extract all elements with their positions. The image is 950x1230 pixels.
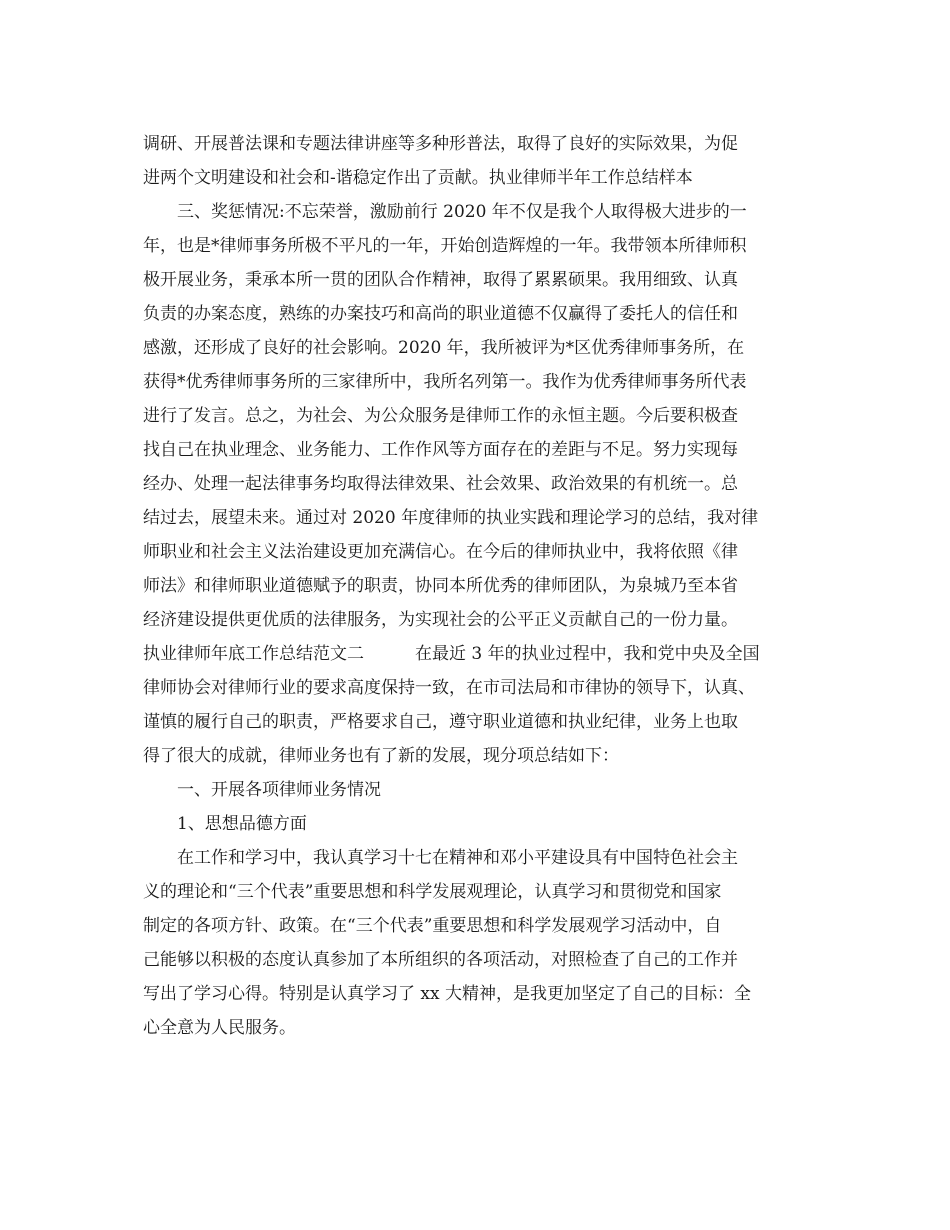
- text-line: 制定的各项方针、政策。在“三个代表”重要思想和科学发展观学习活动中，自: [143, 916, 722, 936]
- text-line: 义的理论和“三个代表”重要思想和科学发展观理论，认真学习和贯彻党和国家: [143, 882, 722, 902]
- text-line: 结过去，展望未来。通过对 2020 年度律师的执业实践和理论学习的总结，我对律: [143, 508, 759, 528]
- text-line: 感激，还形成了良好的社会影响。2020 年，我所被评为*区优秀律师事务所，在: [143, 338, 745, 358]
- text-line: 己能够以积极的态度认真参加了本所组织的各项活动，对照检查了自己的工作并: [143, 950, 738, 970]
- text-line: 获得*优秀律师事务所的三家律所中，我所名列第一。我作为优秀律师事务所代表: [143, 372, 747, 392]
- text-line: 调研、开展普法课和专题法律讲座等多种形普法，取得了良好的实际效果，为促: [143, 134, 738, 154]
- text-line: 年，也是*律师事务所极不平凡的一年，开始创造辉煌的一年。我带领本所律师积: [143, 236, 747, 256]
- text-line: 三、奖惩情况:不忘荣誉，激励前行 2020 年不仅是我个人取得极大进步的一: [143, 202, 747, 222]
- text-line: 进行了发言。总之，为社会、为公众服务是律师工作的永恒主题。今后要积极查: [143, 406, 738, 426]
- text-line: 一、开展各项律师业务情况: [143, 780, 381, 800]
- text-line: 经办、处理一起法律事务均取得法律效果、社会效果、政治效果的有机统一。总: [143, 474, 738, 494]
- text-line: 写出了学习心得。特别是认真学习了 xx 大精神，是我更加坚定了自己的目标：全: [143, 984, 751, 1004]
- text-line: 找自己在执业理念、业务能力、工作作风等方面存在的差距与不足。努力实现每: [143, 440, 738, 460]
- text-line: 在工作和学习中，我认真学习十七在精神和邓小平建设具有中国特色社会主: [143, 848, 738, 868]
- text-line: 进两个文明建设和社会和-谐稳定作出了贡献。执业律师半年工作总结样本: [143, 168, 693, 188]
- text-line: 经济建设提供更优质的法律服务，为实现社会的公平正义贡献自己的一份力量。: [143, 610, 738, 630]
- document-body: [143, 127, 815, 1045]
- text-line: 心全意为人民服务。: [143, 1018, 296, 1038]
- text-line: 极开展业务，秉承本所一贯的团队合作精神，取得了累累硕果。我用细致、认真: [143, 270, 738, 290]
- text-line: 执业律师年底工作总结范文二 在最近 3 年的执业过程中，我和党中央及全国: [143, 644, 760, 664]
- text-line: 得了很大的成就，律师业务也有了新的发展，现分项总结如下：: [143, 746, 619, 766]
- text-line: 谨慎的履行自己的职责，严格要求自己，遵守职业道德和执业纪律，业务上也取: [143, 712, 738, 732]
- text-line: 1、思想品德方面: [143, 814, 307, 834]
- text-line: 师法》和律师职业道德赋予的职责，协同本所优秀的律师团队，为泉城乃至本省: [143, 576, 738, 596]
- text-line: 师职业和社会主义法治建设更加充满信心。在今后的律师执业中，我将依照《律: [143, 542, 738, 562]
- text-line: 律师协会对律师行业的要求高度保持一致，在市司法局和市律协的领导下，认真、: [143, 678, 755, 698]
- text-line: 负责的办案态度，熟练的办案技巧和高尚的职业道德不仅赢得了委托人的信任和: [143, 304, 738, 324]
